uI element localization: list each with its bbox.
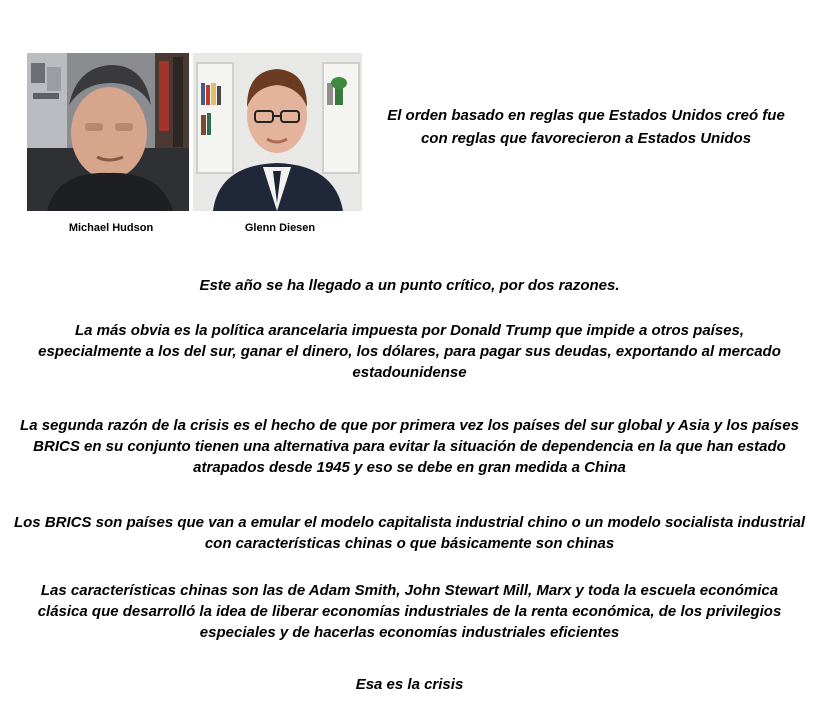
paragraph-chinese-characteristics: Las características chinas son las de Adam Smith, John Stewart Mill, Marx y toda la escuela económica clásica que desarrolló la idea de liberar economías industriales de la renta económica, de los privilegios especiales y de hacerlas economías industriales eficientes — [37, 582, 782, 641]
paragraph-brics-model: Los BRICS son países que van a emular el modelo capitalista industrial chino o un modelo socialista industrial con características chinas o que básicamente son chinas — [13, 514, 805, 552]
paragraph-intro: Este año se ha llegado a un punto crítico, por dos razones. — [199, 277, 620, 294]
participant-name-label: Michael Hudson — [68, 222, 154, 234]
video-call-panel — [27, 53, 362, 211]
participant-video-image — [193, 53, 362, 211]
participant-name-label: Glenn Diesen — [244, 222, 316, 234]
quote-text: El orden basado en reglas que Estados Unidos creó fue con reglas que favorecieron a Estados Unidos — [387, 107, 785, 147]
paragraph-tariff-policy: La más obvia es la política arancelaria impuesta por Donald Trump que impide a otros países, especialmente a los del sur, ganar el dinero, los dólares, para pagar sus deudas, exportando al mercado estadounidense — [38, 322, 781, 381]
participant-video-image — [27, 53, 189, 211]
paragraph-second-reason: La segunda razón de la crisis es el hecho de que por primera vez los países del sur global y Asia y los países BRICS en su conjunto tienen una alternativa para evitar la situación de dependencia en la que han estado atrapados desde 1945 y eso se debe en gran medida a China — [20, 417, 799, 476]
paragraph-conclusion: Esa es la crisis — [355, 676, 464, 693]
video-tile-glenn-diesen — [193, 53, 362, 211]
video-tile-michael-hudson — [27, 53, 189, 211]
